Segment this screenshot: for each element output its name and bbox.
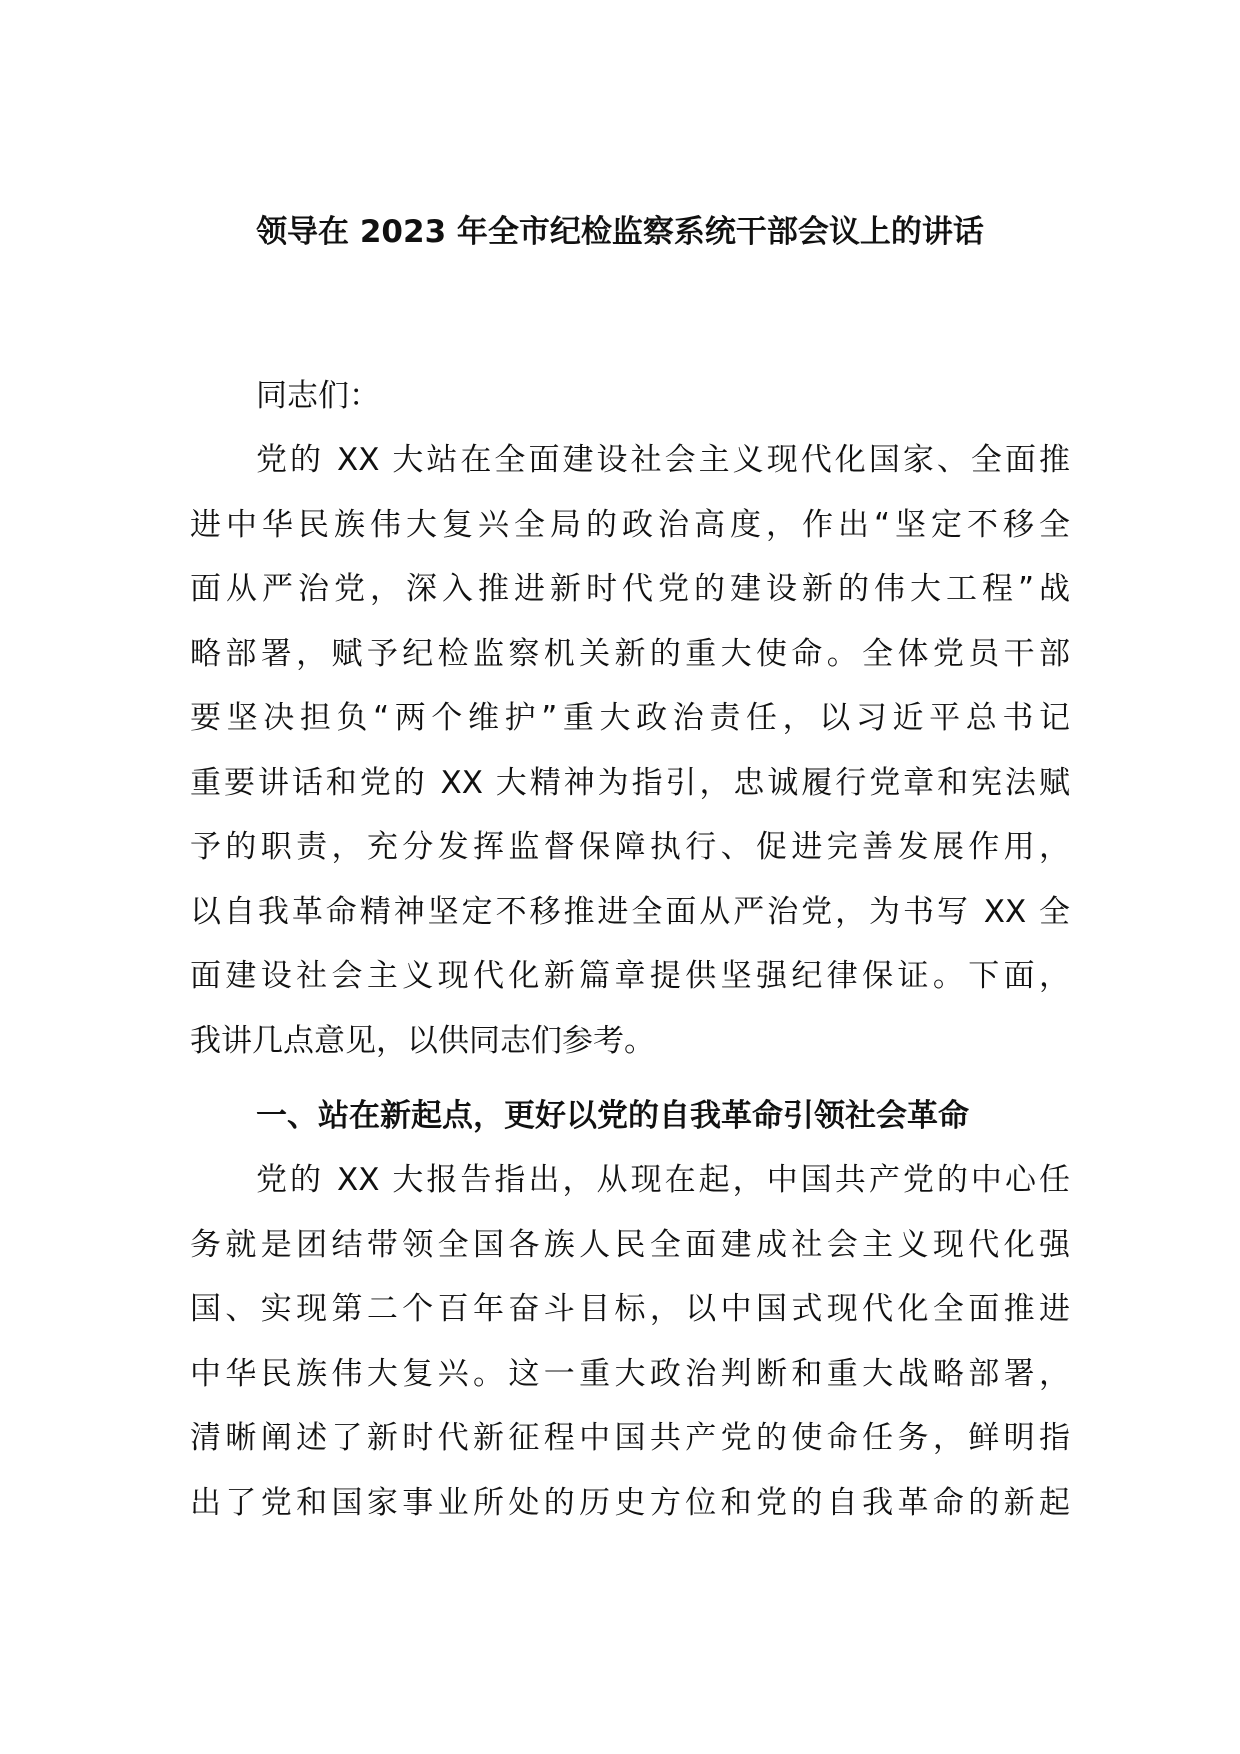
- paragraph-line: 要坚决担负“两个维护”重大政治责任，以习近平总书记: [190, 700, 1070, 736]
- paragraph-line: 国、实现第二个百年奋斗目标，以中国式现代化全面推进: [190, 1291, 1070, 1327]
- paragraph-line: 面从严治党，深入推进新时代党的建设新的伟大工程”战: [190, 571, 1070, 607]
- paragraph-line: 务就是团结带领全国各族人民全面建成社会主义现代化强: [190, 1226, 1070, 1263]
- salutation: 同志们：: [256, 378, 380, 414]
- paragraph-1: [190, 428, 1070, 1073]
- paragraph-line: 予的职责，充分发挥监督保障执行、促进完善发展作用，: [190, 829, 1070, 865]
- paragraph-line: 党的 XX 大报告指出，从现在起，中国共产党的中心任: [256, 1162, 1070, 1198]
- paragraph-line: 党的 XX 大站在全面建设社会主义现代化国家、全面推: [256, 442, 1070, 478]
- paragraph-line: 略部署，赋予纪检监察机关新的重大使命。全体党员干部: [190, 635, 1070, 672]
- paragraph-line: 进中华民族伟大复兴全局的政治高度，作出“坚定不移全: [190, 506, 1070, 543]
- document-title: 领导在 2023 年全市纪检监察系统干部会议上的讲话: [256, 214, 984, 250]
- paragraph-line: 面建设社会主义现代化新篇章提供坚强纪律保证。下面，: [190, 958, 1070, 994]
- paragraph-line: 重要讲话和党的 XX 大精神为指引，忠诚履行党章和宪法赋: [190, 764, 1070, 801]
- paragraph-line: 我讲几点意见，以供同志们参考。: [190, 1022, 655, 1059]
- paragraph-line: 中华民族伟大复兴。这一重大政治判断和重大战略部署，: [190, 1355, 1070, 1392]
- paragraph-line: 清晰阐述了新时代新征程中国共产党的使命任务，鲜明指: [190, 1420, 1070, 1456]
- paragraph-line: 出了党和国家事业所处的历史方位和党的自我革命的新起: [190, 1484, 1070, 1521]
- section-heading-1: 一、站在新起点，更好以党的自我革命引领社会革命: [256, 1098, 969, 1134]
- paragraph-line: 以自我革命精神坚定不移推进全面从严治党，为书写 XX 全: [190, 893, 1070, 930]
- paragraph-2: [190, 1148, 1070, 1535]
